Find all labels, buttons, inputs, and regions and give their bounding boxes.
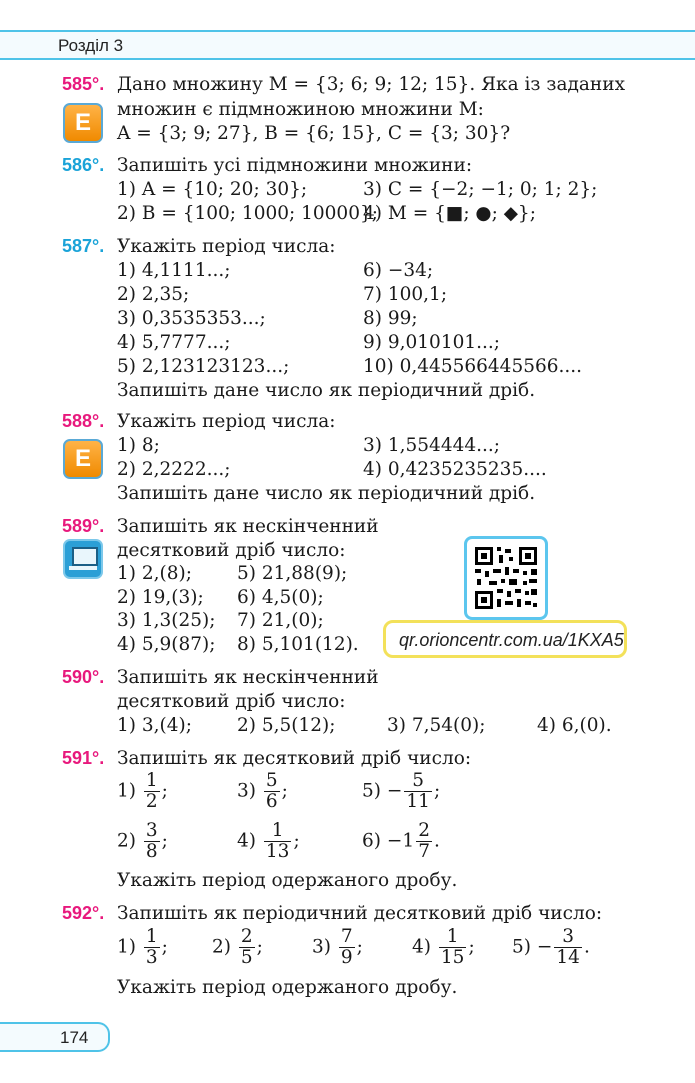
task-item: 4) 5,9(87); [117, 634, 216, 655]
numerator: 2 [418, 820, 430, 841]
task-text: десятковий дріб число: [117, 540, 346, 561]
task-number: 589°. [62, 516, 105, 536]
numerator: 3 [145, 820, 158, 841]
task-number: 592°. [62, 903, 105, 923]
task-text: Запишіть дане число як періодичний дріб. [117, 483, 536, 504]
denominator: 8 [145, 841, 158, 862]
item-end: . [583, 936, 590, 958]
task-text: Запишіть як десятковий дріб число: [117, 748, 472, 769]
task-item: 4) 6,(0). [537, 715, 612, 736]
task-item: 1) 4,1111...; [117, 260, 231, 281]
fraction-item [237, 821, 300, 862]
fraction [144, 771, 160, 812]
task-item: 3) 7,54(0); [387, 715, 486, 736]
item-end: ; [161, 936, 168, 958]
section-header [0, 30, 695, 60]
task-text: Запишіть як нескінченний [117, 667, 379, 688]
task-number: 591°. [62, 748, 105, 768]
section-title: Розділ 3 [58, 36, 124, 55]
fraction [264, 821, 292, 862]
fraction-item [212, 927, 263, 968]
fraction-item [362, 771, 440, 812]
page-number-box [0, 1022, 110, 1052]
numerator: 5 [404, 771, 432, 792]
task-item: 9) 9,010101...; [363, 332, 501, 353]
task-item: 10) 0,445566445566.... [363, 356, 583, 377]
item-label: 1) [117, 780, 136, 802]
item-end: ; [161, 780, 168, 802]
numerator: 7 [340, 926, 353, 947]
qr-link[interactable] [383, 620, 627, 658]
fraction [144, 821, 160, 862]
item-label: 2) [117, 830, 136, 852]
item-end: ; [356, 936, 363, 958]
task-text: Запишіть як періодичний десятковий дріб число: [117, 903, 603, 924]
minus-sign: − [536, 936, 553, 958]
task-item: 2) 2,2222...; [117, 459, 231, 480]
task-item: 2) 2,35; [117, 284, 190, 305]
task-number: 586°. [62, 155, 105, 175]
fraction [339, 927, 355, 968]
task-item: 4) 0,4235235235.... [363, 459, 547, 480]
fraction [264, 771, 280, 812]
task-item: 2) B = {100; 1000; 10000}; [117, 203, 378, 224]
numerator: 5 [265, 770, 278, 791]
qr-link-text[interactable]: qr.orioncentr.com.ua/1KXA5 [399, 630, 624, 650]
item-end: ; [161, 830, 168, 852]
fraction [144, 927, 160, 968]
task-text: Укажіть період числа: [117, 411, 336, 432]
item-label: 2) [212, 936, 231, 958]
task-text: A = {3; 9; 27}, B = {6; 15}, C = {3; 30}? [117, 123, 511, 144]
minus-sign: − [386, 830, 403, 852]
task-item: 1) 3,(4); [117, 715, 192, 736]
item-end: ; [293, 830, 300, 852]
task-number: 585°. [62, 74, 105, 94]
task-number: 587°. [62, 236, 105, 256]
fraction-item [117, 821, 168, 862]
whole-part: 1 [402, 830, 415, 852]
item-end: ; [433, 780, 441, 802]
task-text: Укажіть період числа: [117, 236, 336, 257]
denominator: 7 [418, 841, 430, 862]
denominator: 9 [340, 947, 353, 968]
task-item: 1) 2,(8); [117, 563, 192, 584]
denominator: 5 [240, 947, 253, 968]
item-end: ; [468, 936, 475, 958]
task-item: 3) 1,554444...; [363, 435, 501, 456]
fraction-item [412, 927, 475, 968]
fraction-item [117, 771, 168, 812]
task-text: Запишіть усі підмножини множини: [117, 155, 473, 176]
minus-sign: − [386, 780, 403, 802]
e-badge-icon: E [63, 439, 103, 479]
computer-icon [63, 539, 103, 579]
task-number: 588°. [62, 411, 105, 431]
item-label: 4) [237, 830, 256, 852]
denominator: 13 [265, 841, 290, 862]
fraction [239, 927, 255, 968]
task-item: 2) 19,(3); [117, 587, 204, 608]
task-item: 7) 21,(0); [237, 610, 324, 631]
task-text: Запишіть як нескінченний [117, 516, 379, 537]
page-number: 174 [60, 1028, 89, 1047]
task-item: 4) M = {■; ●; ◆}; [363, 203, 536, 224]
task-item: 6) −34; [363, 260, 434, 281]
task-item: 7) 100,1; [363, 284, 448, 305]
item-label: 3) [312, 936, 331, 958]
task-text: Запишіть дане число як періодичний дріб. [117, 380, 536, 401]
denominator: 2 [145, 791, 158, 812]
item-label: 5) [362, 780, 381, 802]
item-label: 5) [512, 936, 531, 958]
fraction [416, 821, 432, 862]
item-end: . [433, 830, 440, 852]
fraction-item [237, 771, 288, 812]
numerator: 1 [439, 927, 467, 948]
fraction-item [117, 927, 168, 968]
fraction-item [512, 927, 590, 968]
task-text: множин є підмножиною множини M: [117, 99, 484, 120]
task-item: 3) 0,3535353...; [117, 308, 266, 329]
task-item: 6) 4,5(0); [237, 587, 324, 608]
denominator: 15 [440, 947, 465, 968]
item-label: 4) [412, 936, 431, 958]
task-item: 8) 5,101(12). [237, 634, 359, 655]
fraction [439, 927, 467, 968]
item-end: ; [256, 936, 263, 958]
task-item: 1) 8; [117, 435, 160, 456]
denominator: 11 [406, 791, 430, 812]
task-item: 5) 21,88(9); [237, 563, 348, 584]
task-item: 5) 2,123123123...; [117, 356, 290, 377]
numerator: 1 [264, 821, 292, 842]
fraction [404, 771, 432, 812]
task-item: 2) 5,5(12); [237, 715, 336, 736]
task-number: 590°. [62, 667, 105, 687]
e-badge-icon: E [63, 103, 103, 143]
item-label: 3) [237, 780, 256, 802]
numerator: 3 [554, 927, 582, 948]
numerator: 1 [145, 926, 158, 947]
denominator: 6 [265, 791, 278, 812]
item-end: ; [281, 780, 288, 802]
item-label: 6) [362, 830, 381, 852]
task-text: десятковий дріб число: [117, 691, 346, 712]
fraction-item [312, 927, 363, 968]
numerator: 2 [240, 926, 253, 947]
task-item: 8) 99; [363, 308, 418, 329]
fraction [554, 927, 582, 968]
item-label: 1) [117, 936, 136, 958]
task-item: 3) 1,3(25); [117, 610, 216, 631]
task-item: 1) A = {10; 20; 30}; [117, 179, 308, 200]
numerator: 1 [145, 770, 158, 791]
qr-code-icon[interactable] [464, 536, 548, 620]
task-text: Дано множину M = {3; 6; 9; 12; 15}. Яка із заданих [117, 74, 626, 95]
denominator: 14 [556, 947, 580, 968]
task-item: 3) C = {−2; −1; 0; 1; 2}; [363, 179, 598, 200]
task-item: 4) 5,7777...; [117, 332, 231, 353]
task-text: Укажіть період одержаного дробу. [117, 977, 458, 998]
fraction-item [362, 821, 440, 862]
task-text: Укажіть період одержаного дробу. [117, 870, 458, 891]
denominator: 3 [145, 947, 158, 968]
